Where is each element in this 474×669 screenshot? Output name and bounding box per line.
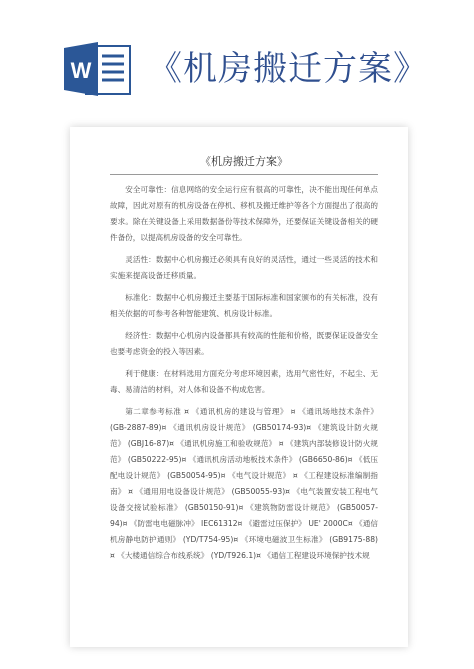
paragraph-economy: 经济性：数据中心机房内设备都具有较高的性能和价格，既要保证设备安全也要考虑资金的投入等因素。 bbox=[110, 331, 378, 356]
paragraph-flexibility: 灵活性：数据中心机房搬迁必须具有良好的灵活性，通过一些灵活的技术和实施来提高设备迁移质量。 bbox=[110, 255, 378, 280]
paragraph-reference-standards: 第二章参考标准 ¤ 《通讯机房的建设与管理》 ¤ 《通讯场地技术条件》(GB-2887-89)¤ 《通讯机房设计规范》 (GB50174-93)¤ 《建筑设计防火规范》 (GBJ16-87)¤ 《通讯机房施工和验收规范》 ¤ 《建筑内部装修设计防火规范》 (GB50222-95)¤ 《通讯机房活动地板技术条件》 (GB6650-86)¤ 《低压配电设计规范》 (GB50054-95)¤ 《电气设计规范》 ¤ 《工程建设标准编制指南》 ¤ 《通用用电设备设计规范》 (GB50055-93)¤ 《电气装置安装工程电气设备交接试验标准》 (GB50150-91)¤ 《建筑物防雷设计规范》 (GB50057-94)¤ 《防雷电电磁脉冲》 IEC61312¤ 《避雷过压保护》 UE' 2000C¤ 《通信机房静电防护通则》 (YD/T754-95)¤ 《环境电磁波卫生标准》 (GB9175-88)¤ 《大楼通信综合布线系统》 (YD/T926.1)¤ 《通信工程建设环境保护技术规 bbox=[110, 407, 378, 560]
paragraph-safety: 安全可靠性：信息网络的安全运行应有很高的可靠性，决不能出现任何单点故障，因此对原有的机房设备在停机、移机及搬迁维护等各个方面提出了很高的要求。除在关键设备上采用数据备份等技术保障外，还要保证关键设备相关的硬件备份，以提高机房设备的安全可靠性。 bbox=[110, 185, 378, 242]
banner-title: 《机房搬迁方案》 bbox=[148, 49, 428, 89]
document-banner bbox=[0, 0, 474, 120]
document-title: 《机房搬迁方案》 bbox=[110, 153, 378, 175]
word-logo-icon bbox=[64, 40, 132, 98]
paragraph-health: 利于健康：在材料选用方面充分考虑环境因素，选用气密性好，不起尘、无毒、易清洁的材料，对人体和设备不构成危害。 bbox=[110, 369, 378, 394]
word-logo-letter: W bbox=[70, 58, 92, 83]
document-page bbox=[70, 127, 408, 647]
paragraph-standardization: 标准化：数据中心机房搬迁主要基于国际标准和国家颁布的有关标准，没有相关依据的可参考各种智能建筑、机房设计标准。 bbox=[110, 293, 378, 318]
